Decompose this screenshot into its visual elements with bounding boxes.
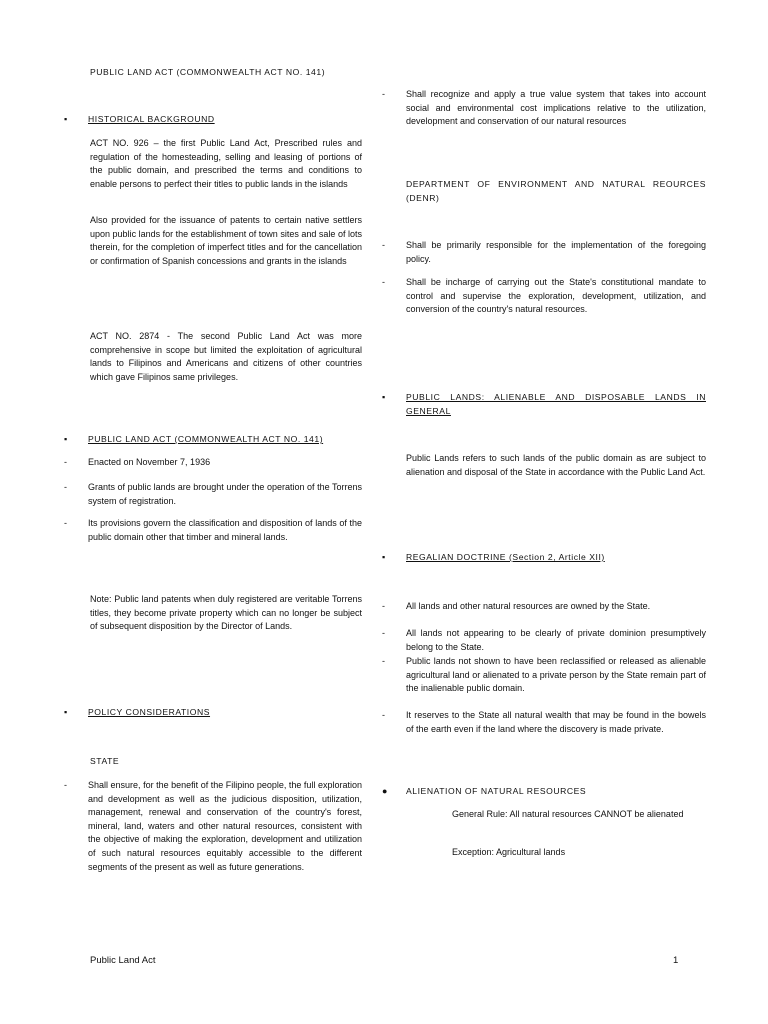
dash-marker: - bbox=[382, 656, 385, 666]
list-item bbox=[382, 276, 706, 332]
public-lands-section bbox=[382, 391, 706, 419]
list-item-text: It reserves to the State all natural wealth that may be found in the bowels of the earth even if the land where the discovery is made private. bbox=[406, 710, 706, 734]
list-item-text: Its provisions govern the classification and disposition of lands of the public domain other that timber and mineral lands. bbox=[88, 518, 362, 542]
list-item bbox=[382, 239, 706, 267]
footer-title: Public Land Act bbox=[90, 955, 156, 966]
bullet-icon: ▪ bbox=[64, 707, 68, 717]
bullet-icon: ▪ bbox=[64, 434, 68, 444]
list-item-text: All lands and other natural resources are owned by the State. bbox=[406, 601, 651, 611]
exception-text: Exception: Agricultural lands bbox=[452, 847, 566, 857]
list-item bbox=[382, 600, 706, 628]
general-rule-text: General Rule: All natural resources CANNOT be alienated bbox=[452, 809, 684, 819]
dash-marker: - bbox=[64, 518, 67, 528]
state-heading: STATE bbox=[90, 756, 120, 766]
public-lands-paragraph: Public Lands refers to such lands of the public domain as are subject to alienation and disposal of the State in accordance with the Public Land Act. bbox=[406, 453, 706, 477]
dash-marker: - bbox=[382, 710, 385, 720]
dash-marker: - bbox=[64, 780, 67, 790]
dash-marker: - bbox=[382, 89, 385, 99]
bullet-icon: ▪ bbox=[64, 114, 68, 124]
list-item-text: Shall ensure, for the benefit of the Filipino people, the full exploration and development as well as the judicious disposition, utilization, management, renewal and conservation of the country's forest, mineral, land, waters and other natural resources, consistent with the objective of making the exploration, development and utilization of such natural resources equitably accessible to the different segments of the present as well as future generations. bbox=[88, 780, 362, 872]
list-item-text: Shall be primarily responsible for the implementation of the foregoing policy. bbox=[406, 240, 706, 264]
list-item bbox=[382, 655, 706, 711]
page-number: 1 bbox=[673, 955, 679, 966]
bullet-icon: ● bbox=[382, 786, 388, 796]
document-title: PUBLIC LAND ACT (COMMONWEALTH ACT NO. 141) bbox=[90, 67, 326, 77]
list-item bbox=[382, 88, 706, 144]
act-926-continued-paragraph: Also provided for the issuance of patents to certain native settlers upon public lands for the establishment of town sites and sale of lots therein, for the completion of imperfect titles and for the cancellation or confirmation of Spanish concessions and grants in the islands bbox=[90, 215, 362, 266]
dash-marker: - bbox=[382, 277, 385, 287]
dash-marker: - bbox=[64, 482, 67, 492]
list-item-text: Shall be incharge of carrying out the State's constitutional mandate to control and supervise the exploration, development, utilization, and conversion of the country's natural resources. bbox=[406, 277, 706, 315]
alienation-heading: ALIENATION OF NATURAL RESOURCES bbox=[406, 786, 587, 796]
regalian-doctrine-heading: REGALIAN DOCTRINE (Section 2, Article XII) bbox=[406, 552, 605, 562]
bullet-icon: ▪ bbox=[382, 552, 386, 562]
list-item bbox=[64, 481, 362, 509]
denr-heading: DEPARTMENT OF ENVIRONMENT AND NATURAL REOURCES (DENR) bbox=[406, 179, 706, 203]
dash-marker: - bbox=[382, 628, 385, 638]
list-item-text: All lands not appearing to be clearly of private dominion presumptively belong to the State. bbox=[406, 628, 706, 652]
dash-marker: - bbox=[382, 240, 385, 250]
note-paragraph: Note: Public land patents when duly registered are veritable Torrens titles, they become private property which can no longer be subject of subsequent disposition by the Director of Lands. bbox=[90, 594, 362, 632]
bullet-icon: ▪ bbox=[382, 392, 386, 402]
dash-marker: - bbox=[382, 601, 385, 611]
public-land-act-heading: PUBLIC LAND ACT (COMMONWEALTH ACT NO. 141) bbox=[88, 434, 324, 444]
historical-background-heading: HISTORICAL BACKGROUND bbox=[88, 114, 215, 124]
list-item bbox=[64, 517, 362, 559]
list-item-text: Public lands not shown to have been reclassified or released as alienable agricultural land or alienated to a private person by the State remain part of the inalienable public domain. bbox=[406, 656, 706, 694]
act-2874-paragraph: ACT NO. 2874 - The second Public Land Act was more comprehensive in scope but limited the exploitation of agricultural lands to Filipinos and Americans and citizens of other countries which gave Filipinos same privileges. bbox=[90, 331, 362, 382]
list-item bbox=[64, 779, 362, 903]
act-926-paragraph: ACT NO. 926 – the first Public Land Act, Prescribed rules and regulation of the homesteading, selling and leasing of portions of the public domain, and prescribed the terms and conditions to enable persons to perfect their titles to public lands in the islands bbox=[90, 138, 362, 189]
public-lands-heading: PUBLIC LANDS: ALIENABLE AND DISPOSABLE LANDS IN GENERAL bbox=[406, 392, 706, 416]
list-item-text: Grants of public lands are brought under the operation of the Torrens system of registration. bbox=[88, 482, 362, 506]
list-item bbox=[382, 627, 706, 655]
list-item bbox=[64, 456, 362, 470]
list-item-text: Enacted on November 7, 1936 bbox=[88, 457, 211, 467]
dash-marker: - bbox=[64, 457, 67, 467]
list-item-text: Shall recognize and apply a true value system that takes into account social and environmental cost implications relative to the utilization, development and conservation of our natural resources bbox=[406, 89, 706, 127]
policy-considerations-heading: POLICY CONSIDERATIONS bbox=[88, 707, 211, 717]
list-item bbox=[382, 709, 706, 751]
